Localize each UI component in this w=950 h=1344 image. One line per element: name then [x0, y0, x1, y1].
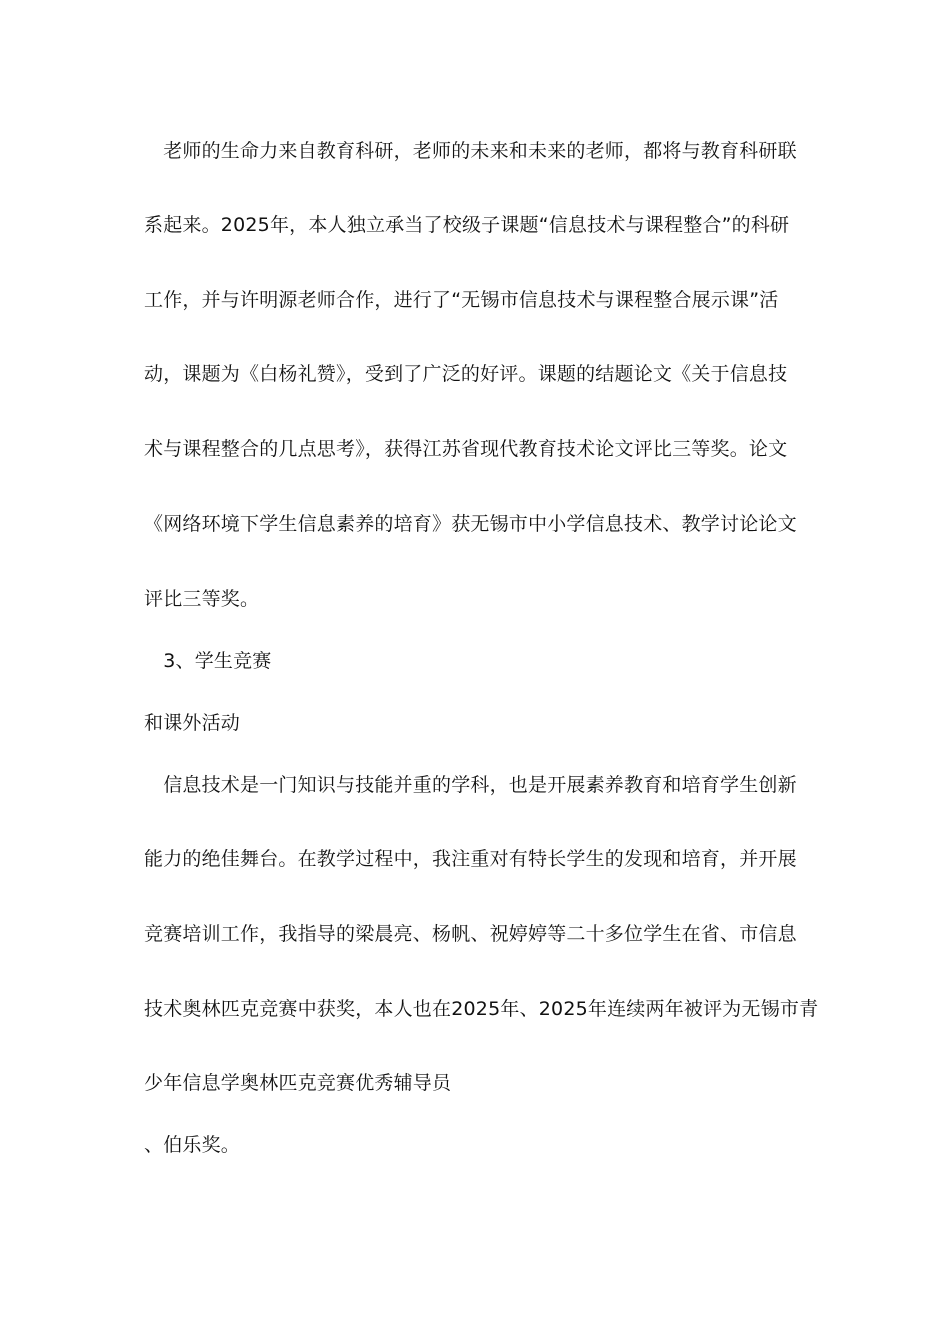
paragraph-line: 技术奥林匹克竞赛中获奖，本人也在2025年、2025年连续两年被评为无锡市青	[144, 998, 819, 1020]
section-heading-continuation: 和课外活动	[144, 712, 241, 734]
paragraph-line: 《网络环境下学生信息素养的培育》获无锡市中小学信息技术、教学讨论论文	[144, 513, 797, 535]
paragraph-line: 评比三等奖。	[144, 588, 260, 610]
paragraph-line: 老师的生命力来自教育科研，老师的未来和未来的老师，都将与教育科研联	[144, 140, 797, 162]
paragraph-line: 工作，并与许明源老师合作，进行了“无锡市信息技术与课程整合展示课”活	[144, 289, 779, 311]
paragraph-line: 信息技术是一门知识与技能并重的学科，也是开展素养教育和培育学生创新	[144, 774, 797, 796]
paragraph-line: 少年信息学奥林匹克竞赛优秀辅导员	[144, 1072, 452, 1094]
paragraph-line: 、伯乐奖。	[144, 1134, 241, 1156]
paragraph-line: 术与课程整合的几点思考》，获得江苏省现代教育技术论文评比三等奖。论文	[144, 438, 788, 460]
paragraph-line: 竞赛培训工作，我指导的梁晨亮、杨帆、祝婷婷等二十多位学生在省、市信息	[144, 923, 797, 945]
paragraph-line: 动，课题为《白杨礼赞》，受到了广泛的好评。课题的结题论文《关于信息技	[144, 363, 788, 385]
paragraph-line: 能力的绝佳舞台。在教学过程中，我注重对有特长学生的发现和培育，并开展	[144, 848, 797, 870]
paragraph-line: 系起来。2025年，本人独立承当了校级子课题“信息技术与课程整合”的科研	[144, 214, 790, 236]
section-heading: 3、学生竞赛	[144, 650, 272, 672]
